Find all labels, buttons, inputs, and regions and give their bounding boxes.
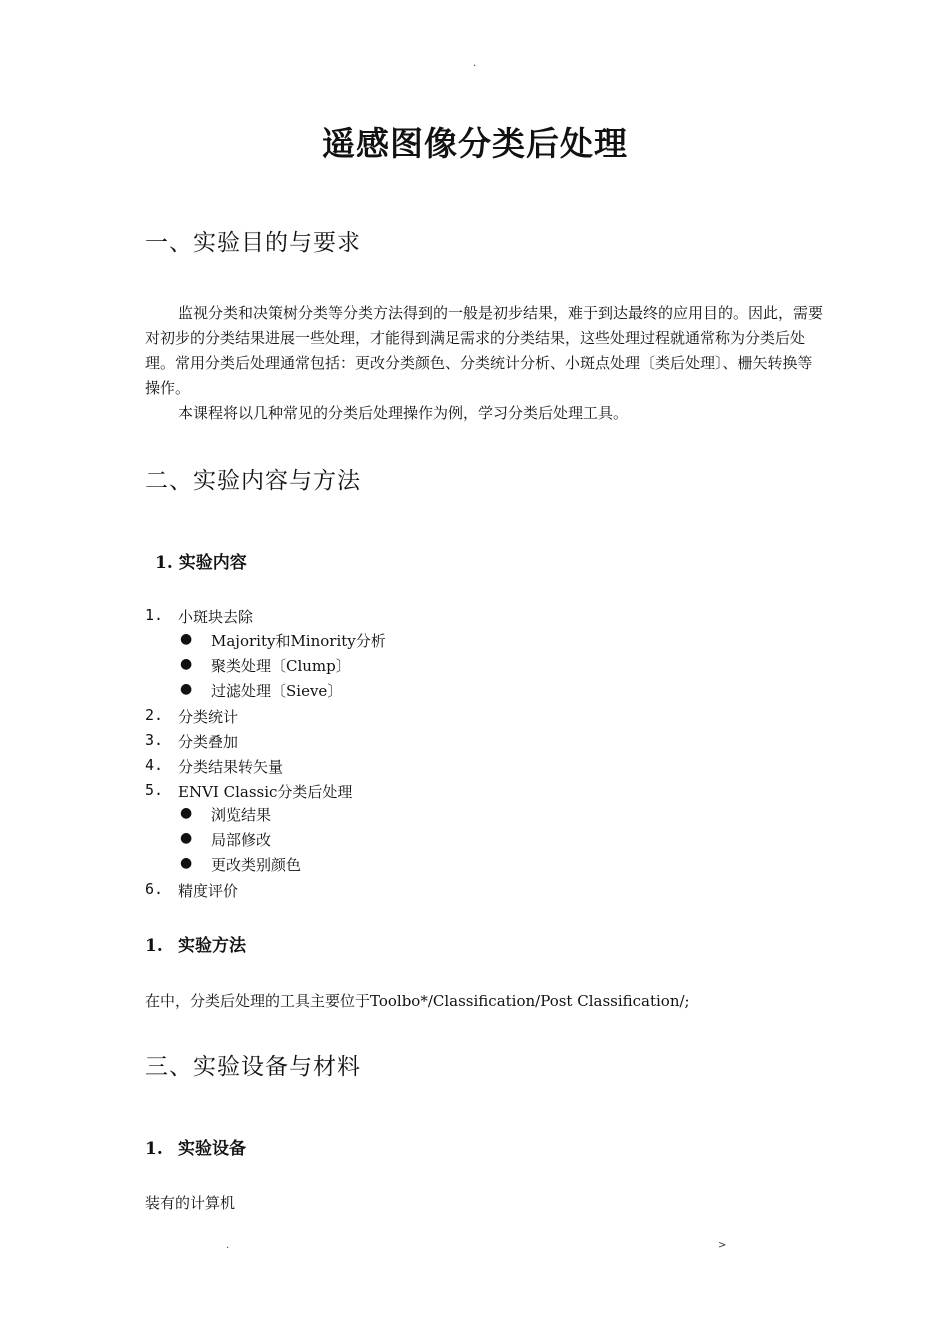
- list-item-label: 精度评价: [178, 882, 239, 900]
- subsection-number: 1.: [145, 1139, 163, 1159]
- section-1-heading: 一、实验目的与要求: [145, 230, 361, 256]
- header-mark: .: [473, 58, 477, 69]
- bullet-icon: ●: [180, 631, 193, 647]
- subsection-label: 实验设备: [178, 1139, 246, 1159]
- section-3-heading: 三、实验设备与材料: [145, 1054, 361, 1080]
- bullet-icon: ●: [180, 681, 193, 697]
- method-text: 在中，分类后处理的工具主要位于Toolbo*/Classification/Post Classification/;: [145, 992, 690, 1010]
- list-item-number: 1.: [145, 606, 164, 624]
- footer-right-mark: >: [718, 1240, 727, 1251]
- section-1-paragraph-1: 监视分类和决策树分类等分类方法得到的一般是初步结果，难于到达最终的应用目的。因此，需要对初步的分类结果进展一些处理，才能得到满足需求的分类结果，这些处理过程就通常称为分类后处理。常用分类后处理通常包括：更改分类颜色、分类统计分析、小斑点处理〔类后处理〕、栅矢转换等操作。: [145, 304, 824, 397]
- section-1-body: [145, 301, 825, 426]
- equipment-text: 装有的计算机: [145, 1194, 236, 1212]
- bullet-item: Majority和Minority分析: [211, 632, 386, 650]
- bullet-icon: ●: [180, 656, 193, 672]
- subsection-label: 实验方法: [178, 936, 246, 956]
- subsection-number: 1.: [155, 553, 173, 573]
- list-item-number: 2.: [145, 706, 164, 724]
- bullet-icon: ●: [180, 830, 193, 846]
- list-item-label: ENVI Classic分类后处理: [178, 783, 353, 801]
- list-item-number: 3.: [145, 731, 164, 749]
- list-item-label: 分类结果转矢量: [178, 758, 284, 776]
- subsection-content-heading: [155, 548, 247, 573]
- section-1-paragraph-2: 本课程将以几种常见的分类后处理操作为例，学习分类后处理工具。: [178, 404, 629, 422]
- bullet-icon: ●: [180, 855, 193, 871]
- list-item-label: 分类叠加: [178, 733, 239, 751]
- list-item-number: 6.: [145, 880, 164, 898]
- document-title: 遥感图像分类后处理: [322, 124, 628, 163]
- list-item-number: 4.: [145, 756, 164, 774]
- list-item-label: 分类统计: [178, 708, 239, 726]
- bullet-item: 过滤处理〔Sieve〕: [211, 682, 343, 700]
- list-item-number: 5.: [145, 781, 164, 799]
- subsection-method-heading: [145, 931, 246, 956]
- section-2-heading: 二、实验内容与方法: [145, 468, 361, 494]
- bullet-item: 聚类处理〔Clump〕: [211, 657, 351, 675]
- bullet-item: 浏览结果: [211, 806, 272, 824]
- subsection-label: 实验内容: [178, 553, 247, 573]
- list-item-label: 小斑块去除: [178, 608, 254, 626]
- bullet-item: 局部修改: [211, 831, 272, 849]
- bullet-icon: ●: [180, 805, 193, 821]
- subsection-number: 1.: [145, 936, 163, 956]
- bullet-item: 更改类别颜色: [211, 856, 302, 874]
- footer-left-mark: .: [226, 1240, 230, 1251]
- subsection-equipment-heading: [145, 1134, 246, 1159]
